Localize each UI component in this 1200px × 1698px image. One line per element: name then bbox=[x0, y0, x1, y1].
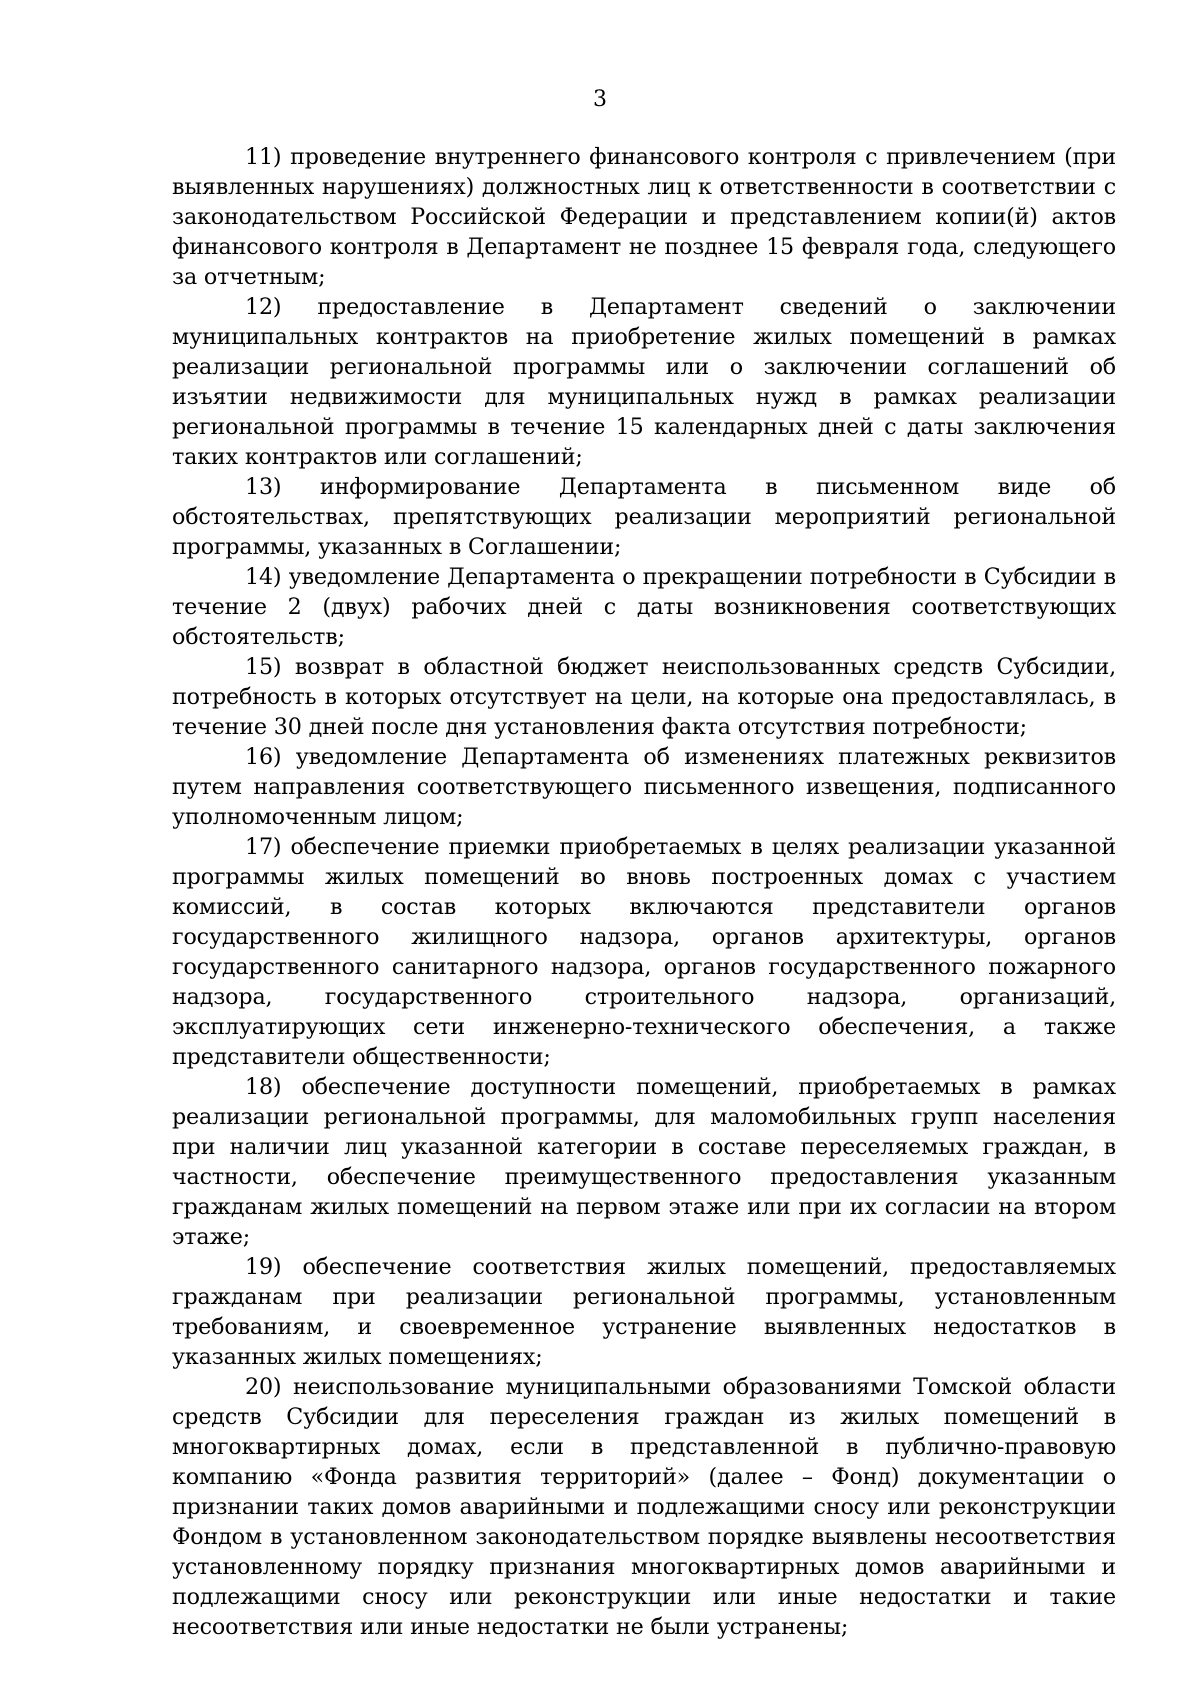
list-item-16: 16) уведомление Департамента об изменениях платежных реквизитов путем направления соответствующего письменного извещения, подписанного уполномоченным лицом; bbox=[172, 744, 1116, 830]
list-item-18: 18) обеспечение доступности помещений, приобретаемых в рамках реализации региональной программы, для маломобильных групп населения при наличии лиц указанной категории в составе переселяемых граждан, в частности, обеспечение преимущественного предоставления указанным гражданам жилых помещений на первом этаже или при их согласии на втором этаже; bbox=[172, 1074, 1116, 1250]
list-item-15: 15) возврат в областной бюджет неиспользованных средств Субсидии, потребность в которых отсутствует на цели, на которые она предоставлялась, в течение 30 дней после дня установления факта отсутствия потребности; bbox=[172, 654, 1116, 740]
page-number: 3 bbox=[593, 87, 607, 112]
list-item-20: 20) неиспользование муниципальными образованиями Томской области средств Субсидии для переселения граждан из жилых помещений в многоквартирных домах, если в представленной в публично-правовую компанию «Фонда развития территорий» (далее – Фонд) документации о признании таких домов аварийными и подлежащими сносу или реконструкции Фондом в установленном законодательством порядке выявлены несоответствия установленному порядку признания многоквартирных домов аварийными и подлежащими сносу или реконструкции или иные недостатки и такие несоответствия или иные недостатки не были устранены; bbox=[172, 1374, 1116, 1640]
list-item-19: 19) обеспечение соответствия жилых помещений, предоставляемых гражданам при реализации региональной программы, установленным требованиям, и своевременное устранение выявленных недостатков в указанных жилых помещениях; bbox=[172, 1254, 1116, 1370]
list-item-11: 11) проведение внутреннего финансового контроля с привлечением (при выявленных нарушениях) должностных лиц к ответственности в соответствии с законодательством Российской Федерации и представлением копии(й) актов финансового контроля в Департамент не позднее 15 февраля года, следующего за отчетным; bbox=[172, 144, 1116, 290]
list-item-13: 13) информирование Департамента в письменном виде об обстоятельствах, препятствующих реализации мероприятий региональной программы, указанных в Соглашении; bbox=[172, 474, 1116, 560]
list-item-12: 12) предоставление в Департамент сведений о заключении муниципальных контрактов на приобретение жилых помещений в рамках реализации региональной программы или о заключении соглашений об изъятии недвижимости для муниципальных нужд в рамках реализации региональной программы в течение 15 календарных дней с даты заключения таких контрактов или соглашений; bbox=[172, 294, 1116, 470]
list-item-14: 14) уведомление Департамента о прекращении потребности в Субсидии в течение 2 (двух) рабочих дней с даты возникновения соответствующих обстоятельств; bbox=[172, 564, 1116, 650]
list-item-17: 17) обеспечение приемки приобретаемых в целях реализации указанной программы жилых помещений во вновь построенных домах с участием комиссий, в состав которых включаются представители органов государственного жилищного надзора, органов архитектуры, органов государственного санитарного надзора, органов государственного пожарного надзора, государственного строительного надзора, организаций, эксплуатирующих сети инженерно-технического обеспечения, а также представители общественности; bbox=[172, 834, 1116, 1070]
document-body bbox=[172, 142, 1116, 1642]
